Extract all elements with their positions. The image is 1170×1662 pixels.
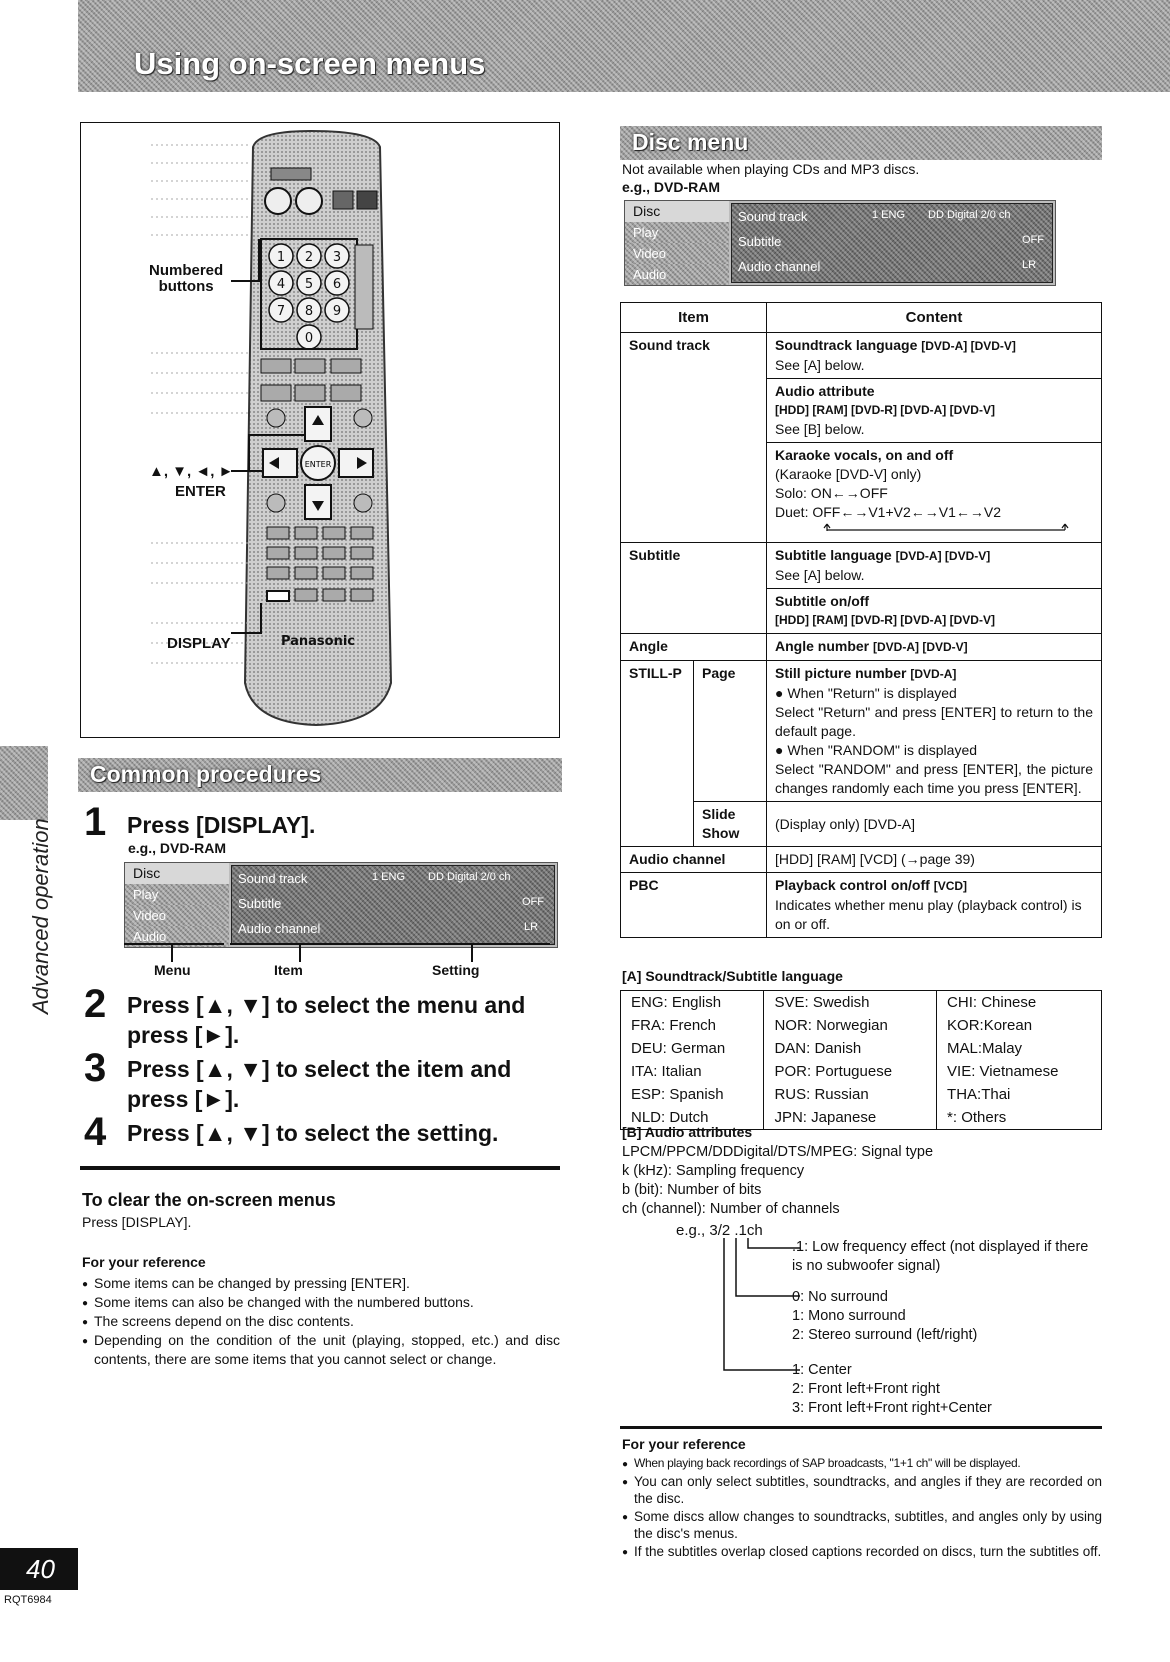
table-row [621, 847, 1102, 873]
lang-cell: THA:Thai [937, 1083, 1102, 1106]
svg-text:3: 3 [332, 250, 342, 265]
svg-text:0: 0 [304, 331, 314, 346]
step-4-text: Press [▲, ▼] to select the setting. [127, 1120, 499, 1146]
lang-cell: NOR: Norwegian [764, 1014, 937, 1037]
disc-menu-eg: e.g., DVD-RAM [622, 179, 720, 195]
lang-cell: RUS: Russian [764, 1083, 937, 1106]
svg-text:ENTER: ENTER [304, 460, 332, 469]
attributes-heading: [B] Audio attributes [622, 1124, 753, 1140]
random-bullet: ● When "RANDOM" is displayed [775, 742, 978, 758]
step-4 [84, 1110, 564, 1158]
reference-heading-left: For your reference [82, 1254, 206, 1270]
enter-label: ENTER [175, 483, 226, 500]
remote-illustration-frame [80, 122, 560, 738]
subtitle-see-a: See [A] below. [775, 567, 865, 583]
reference-list-left [82, 1274, 560, 1369]
common-procedures-banner [78, 758, 562, 792]
step-3 [84, 1046, 564, 1114]
attr-front-line: 1: Center [792, 1362, 852, 1378]
svg-text:7: 7 [276, 304, 286, 319]
lang-cell: ESP: Spanish [621, 1083, 764, 1106]
pbc-title: Playback control on/off [775, 877, 930, 893]
osd2-item-subtitle: Subtitle [738, 234, 782, 249]
language-row [621, 1060, 1102, 1083]
svg-text:9: 9 [332, 304, 342, 319]
soundtrack-language-title: Soundtrack language [775, 337, 918, 353]
osd-item-panel [231, 865, 555, 945]
still-number-title: Still picture number [775, 665, 907, 681]
attr-rear-line: 0: No surround [792, 1289, 888, 1305]
angle-number-tags: [DVD-A] [DVD-V] [873, 640, 968, 654]
osd2-item-soundtrack: Sound track [738, 209, 808, 224]
disc-menu-heading: Disc menu [632, 129, 749, 155]
table-row [621, 661, 1102, 802]
reference-item: ● The screens depend on the disc contents. [82, 1312, 560, 1331]
osd2-setting-channel: LR [1022, 259, 1037, 271]
soundtrack-see-a: See [A] below. [775, 357, 865, 373]
attributes-lines [622, 1143, 933, 1219]
osd2-menu-play: Play [625, 222, 729, 243]
common-eg: e.g., DVD-RAM [128, 840, 226, 856]
table-header-row [621, 303, 1102, 333]
side-tab-label: Advanced operation [28, 818, 53, 1014]
lang-cell: DEU: German [621, 1037, 764, 1060]
reference-list-right [622, 1455, 1102, 1560]
lang-cell: POR: Portuguese [764, 1060, 937, 1083]
attr-example: e.g., 3/2 .1ch [676, 1222, 763, 1239]
page-number: 40 [26, 1554, 55, 1584]
lang-cell: SVE: Swedish [764, 991, 937, 1015]
reference-item: ● Depending on the condition of the unit (playing, stopped, etc.) and disc contents, there are some items that you cannot select or change. [82, 1331, 560, 1369]
page-title: Using on-screen menus [134, 46, 486, 81]
osd2-menu-disc: Disc [625, 201, 729, 222]
osd-example-disc [624, 200, 1056, 286]
step-2-number: 2 [84, 982, 107, 1026]
item-subtitle: Subtitle [621, 543, 767, 634]
pbc-text: Indicates whether menu play (playback control) is on or off. [775, 897, 1082, 932]
osd-menu-column [125, 863, 229, 947]
item-angle: Angle [621, 634, 767, 661]
osd-item-subtitle: Subtitle [238, 896, 282, 911]
karaoke-solo: Solo: ON←→OFF [775, 485, 888, 501]
osd-setting-lang: 1 ENG [372, 871, 406, 883]
still-number-tags: [DVD-A] [910, 667, 957, 681]
content-angle [767, 634, 1102, 661]
reference-item: ● You can only select subtitles, soundtracks, and angles if they are recorded on the disc. [622, 1473, 1102, 1508]
clear-menus-text: Press [DISPLAY]. [82, 1214, 192, 1230]
attr-line: LPCM/PPCM/DDDigital/DTS/MPEG: Signal type [622, 1144, 934, 1160]
content-page [767, 661, 1102, 802]
osd-menu-play: Play [125, 884, 229, 905]
svg-text:6: 6 [332, 277, 342, 292]
svg-text:8: 8 [304, 304, 314, 319]
step-1-text: Press [DISPLAY]. [127, 812, 316, 838]
step-3-number: 3 [84, 1046, 107, 1090]
table-row [621, 802, 1102, 847]
random-text: Select "RANDOM" and press [ENTER], the picture changes randomly each time you press [ENTER]. [775, 761, 1093, 796]
osd-menu-video: Video [125, 905, 229, 926]
item-slide-show: Slide Show [694, 802, 767, 847]
reference-item: ● Some discs allow changes to soundtracks, subtitles, and angles only by using the disc's menus. [622, 1508, 1102, 1543]
content-sound-track [767, 333, 1102, 543]
angle-number-title: Angle number [775, 638, 870, 654]
lang-cell: KOR:Korean [937, 1014, 1102, 1037]
subtitle-language-tags: [DVD-A] [DVD-V] [895, 549, 991, 563]
disc-menu-banner [620, 126, 1102, 160]
subtitle-onoff-tags: [HDD] [RAM] [DVD-R] [DVD-A] [DVD-V] [775, 613, 995, 627]
osd2-item-audio-channel: Audio channel [738, 259, 821, 274]
reference-item: ● When playing back recordings of SAP broadcasts, "1+1 ch" will be displayed. [622, 1455, 1102, 1473]
svg-text:4: 4 [276, 277, 286, 292]
item-still-p: STILL-P [621, 661, 694, 847]
osd-menu-audio: Audio [125, 926, 229, 947]
attr-line: k (kHz): Sampling frequency [622, 1163, 805, 1179]
return-text: Select "Return" and press [ENTER] to return to the default page. [775, 704, 1093, 739]
subtitle-language-title: Subtitle language [775, 547, 892, 563]
osd-setting-format: DD Digital 2/0 ch [428, 871, 511, 883]
divider-thick-left [80, 1166, 560, 1170]
lang-cell: ENG: English [621, 991, 764, 1015]
lang-cell: *: Others [937, 1106, 1102, 1130]
svg-text:5: 5 [304, 277, 314, 292]
step-1-number: 1 [84, 800, 107, 844]
item-audio-channel: Audio channel [621, 847, 767, 873]
pbc-tag: [VCD] [933, 879, 968, 893]
clear-menus-heading: To clear the on-screen menus [82, 1190, 336, 1210]
step-2-text: Press [▲, ▼] to select the menu and press [►]. [127, 992, 526, 1048]
lang-cell: CHI: Chinese [937, 991, 1102, 1015]
content-audio-channel: [HDD] [RAM] [VCD] (→page 39) [767, 847, 1102, 873]
lang-cell: JPN: Japanese [764, 1106, 937, 1130]
content-subtitle [767, 543, 1102, 634]
osd-setting-channel: LR [524, 921, 539, 933]
side-tab-block [0, 746, 48, 820]
attr-front [792, 1361, 992, 1418]
subtitle-onoff-title: Subtitle on/off [775, 593, 870, 609]
table-row [621, 634, 1102, 661]
display-label: DISPLAY [167, 635, 231, 652]
lang-cell: MAL:Malay [937, 1037, 1102, 1060]
item-page: Page [694, 661, 767, 802]
osd2-item-panel [731, 203, 1053, 283]
content-slide-show: (Display only) [DVD-A] [767, 802, 1102, 847]
remote-control-drawing [81, 123, 559, 737]
audio-attribute-tags: [HDD] [RAM] [DVD-R] [DVD-A] [DVD-V] [775, 403, 995, 417]
audio-attribute-title: Audio attribute [775, 383, 875, 399]
reference-item: ● If the subtitles overlap closed captions recorded on discs, turn the subtitles off. [622, 1543, 1102, 1561]
karaoke-duet: Duet: OFF←→V1+V2←→V1←→V2 [775, 504, 1002, 520]
language-row [621, 1037, 1102, 1060]
arrows-label: ▲, ▼, ◄, ► [149, 463, 234, 480]
osd-item-soundtrack: Sound track [238, 871, 308, 886]
attr-lfe: .1: Low frequency effect (not displayed if there is no subwoofer signal) [792, 1239, 1089, 1274]
label-item: Item [274, 962, 303, 978]
doc-code: RQT6984 [4, 1594, 52, 1606]
lang-cell: VIE: Vietnamese [937, 1060, 1102, 1083]
karaoke-title: Karaoke vocals, on and off [775, 447, 954, 463]
attr-front-line: 3: Front left+Front right+Center [792, 1400, 992, 1416]
disc-menu-table [620, 302, 1102, 938]
attr-rear [792, 1288, 977, 1345]
language-table [620, 990, 1102, 1130]
attr-rear-line: 1: Mono surround [792, 1308, 906, 1324]
lang-cell: NLD: Dutch [621, 1106, 764, 1130]
item-pbc: PBC [621, 873, 767, 938]
language-row [621, 991, 1102, 1015]
label-setting: Setting [432, 962, 480, 978]
divider-thick-right [620, 1426, 1102, 1429]
attr-front-line: 2: Front left+Front right [792, 1381, 940, 1397]
attr-line: ch (channel): Number of channels [622, 1201, 840, 1217]
step-3-text: Press [▲, ▼] to select the item and press [►]. [127, 1056, 512, 1112]
attr-line: b (bit): Number of bits [622, 1182, 762, 1198]
label-menu: Menu [154, 962, 191, 978]
karaoke-only: (Karaoke [DVD-V] only) [775, 466, 922, 482]
common-procedures-heading: Common procedures [90, 761, 322, 787]
page-number-box [0, 1548, 78, 1590]
brand-logo: Panasonic [280, 634, 356, 649]
svg-text:1: 1 [276, 250, 286, 265]
osd2-menu-video: Video [625, 243, 729, 264]
language-heading: [A] Soundtrack/Subtitle language [622, 968, 843, 984]
osd2-setting-subtitle: OFF [1022, 234, 1044, 246]
svg-text:2: 2 [304, 250, 314, 265]
table-row [621, 333, 1102, 543]
lang-cell: FRA: French [621, 1014, 764, 1037]
content-pbc [767, 873, 1102, 938]
duet-loop-arrow [815, 522, 1085, 532]
osd-setting-subtitle: OFF [522, 896, 544, 908]
header-content: Content [767, 303, 1102, 333]
osd-menu-disc: Disc [125, 863, 229, 884]
language-row [621, 1083, 1102, 1106]
reference-item: ● Some items can also be changed with the numbered buttons. [82, 1293, 560, 1312]
osd-example-common [124, 862, 558, 948]
lang-cell: ITA: Italian [621, 1060, 764, 1083]
attr-rear-line: 2: Stereo surround (left/right) [792, 1327, 978, 1343]
numbered-buttons-label: Numbered buttons [149, 262, 224, 295]
soundtrack-language-tags: [DVD-A] [DVD-V] [921, 339, 1016, 353]
step-2 [84, 982, 564, 1050]
title-banner [78, 0, 1170, 92]
reference-item: ● Some items can be changed by pressing [ENTER]. [82, 1274, 560, 1293]
audio-attribute-see-b: See [B] below. [775, 421, 865, 437]
osd2-menu-audio: Audio [625, 264, 729, 285]
lang-cell: DAN: Danish [764, 1037, 937, 1060]
osd-item-audio-channel: Audio channel [238, 921, 321, 936]
table-row [621, 873, 1102, 938]
reference-heading-right: For your reference [622, 1436, 746, 1452]
language-row [621, 1014, 1102, 1037]
osd2-setting-lang: 1 ENG [872, 209, 906, 221]
step-4-number: 4 [84, 1110, 107, 1154]
disc-menu-note: Not available when playing CDs and MP3 discs. [622, 161, 920, 177]
header-item: Item [621, 303, 767, 333]
osd2-setting-format: DD Digital 2/0 ch [928, 209, 1011, 221]
item-sound-track: Sound track [621, 333, 767, 543]
table-row [621, 543, 1102, 634]
return-bullet: ● When "Return" is displayed [775, 685, 957, 701]
